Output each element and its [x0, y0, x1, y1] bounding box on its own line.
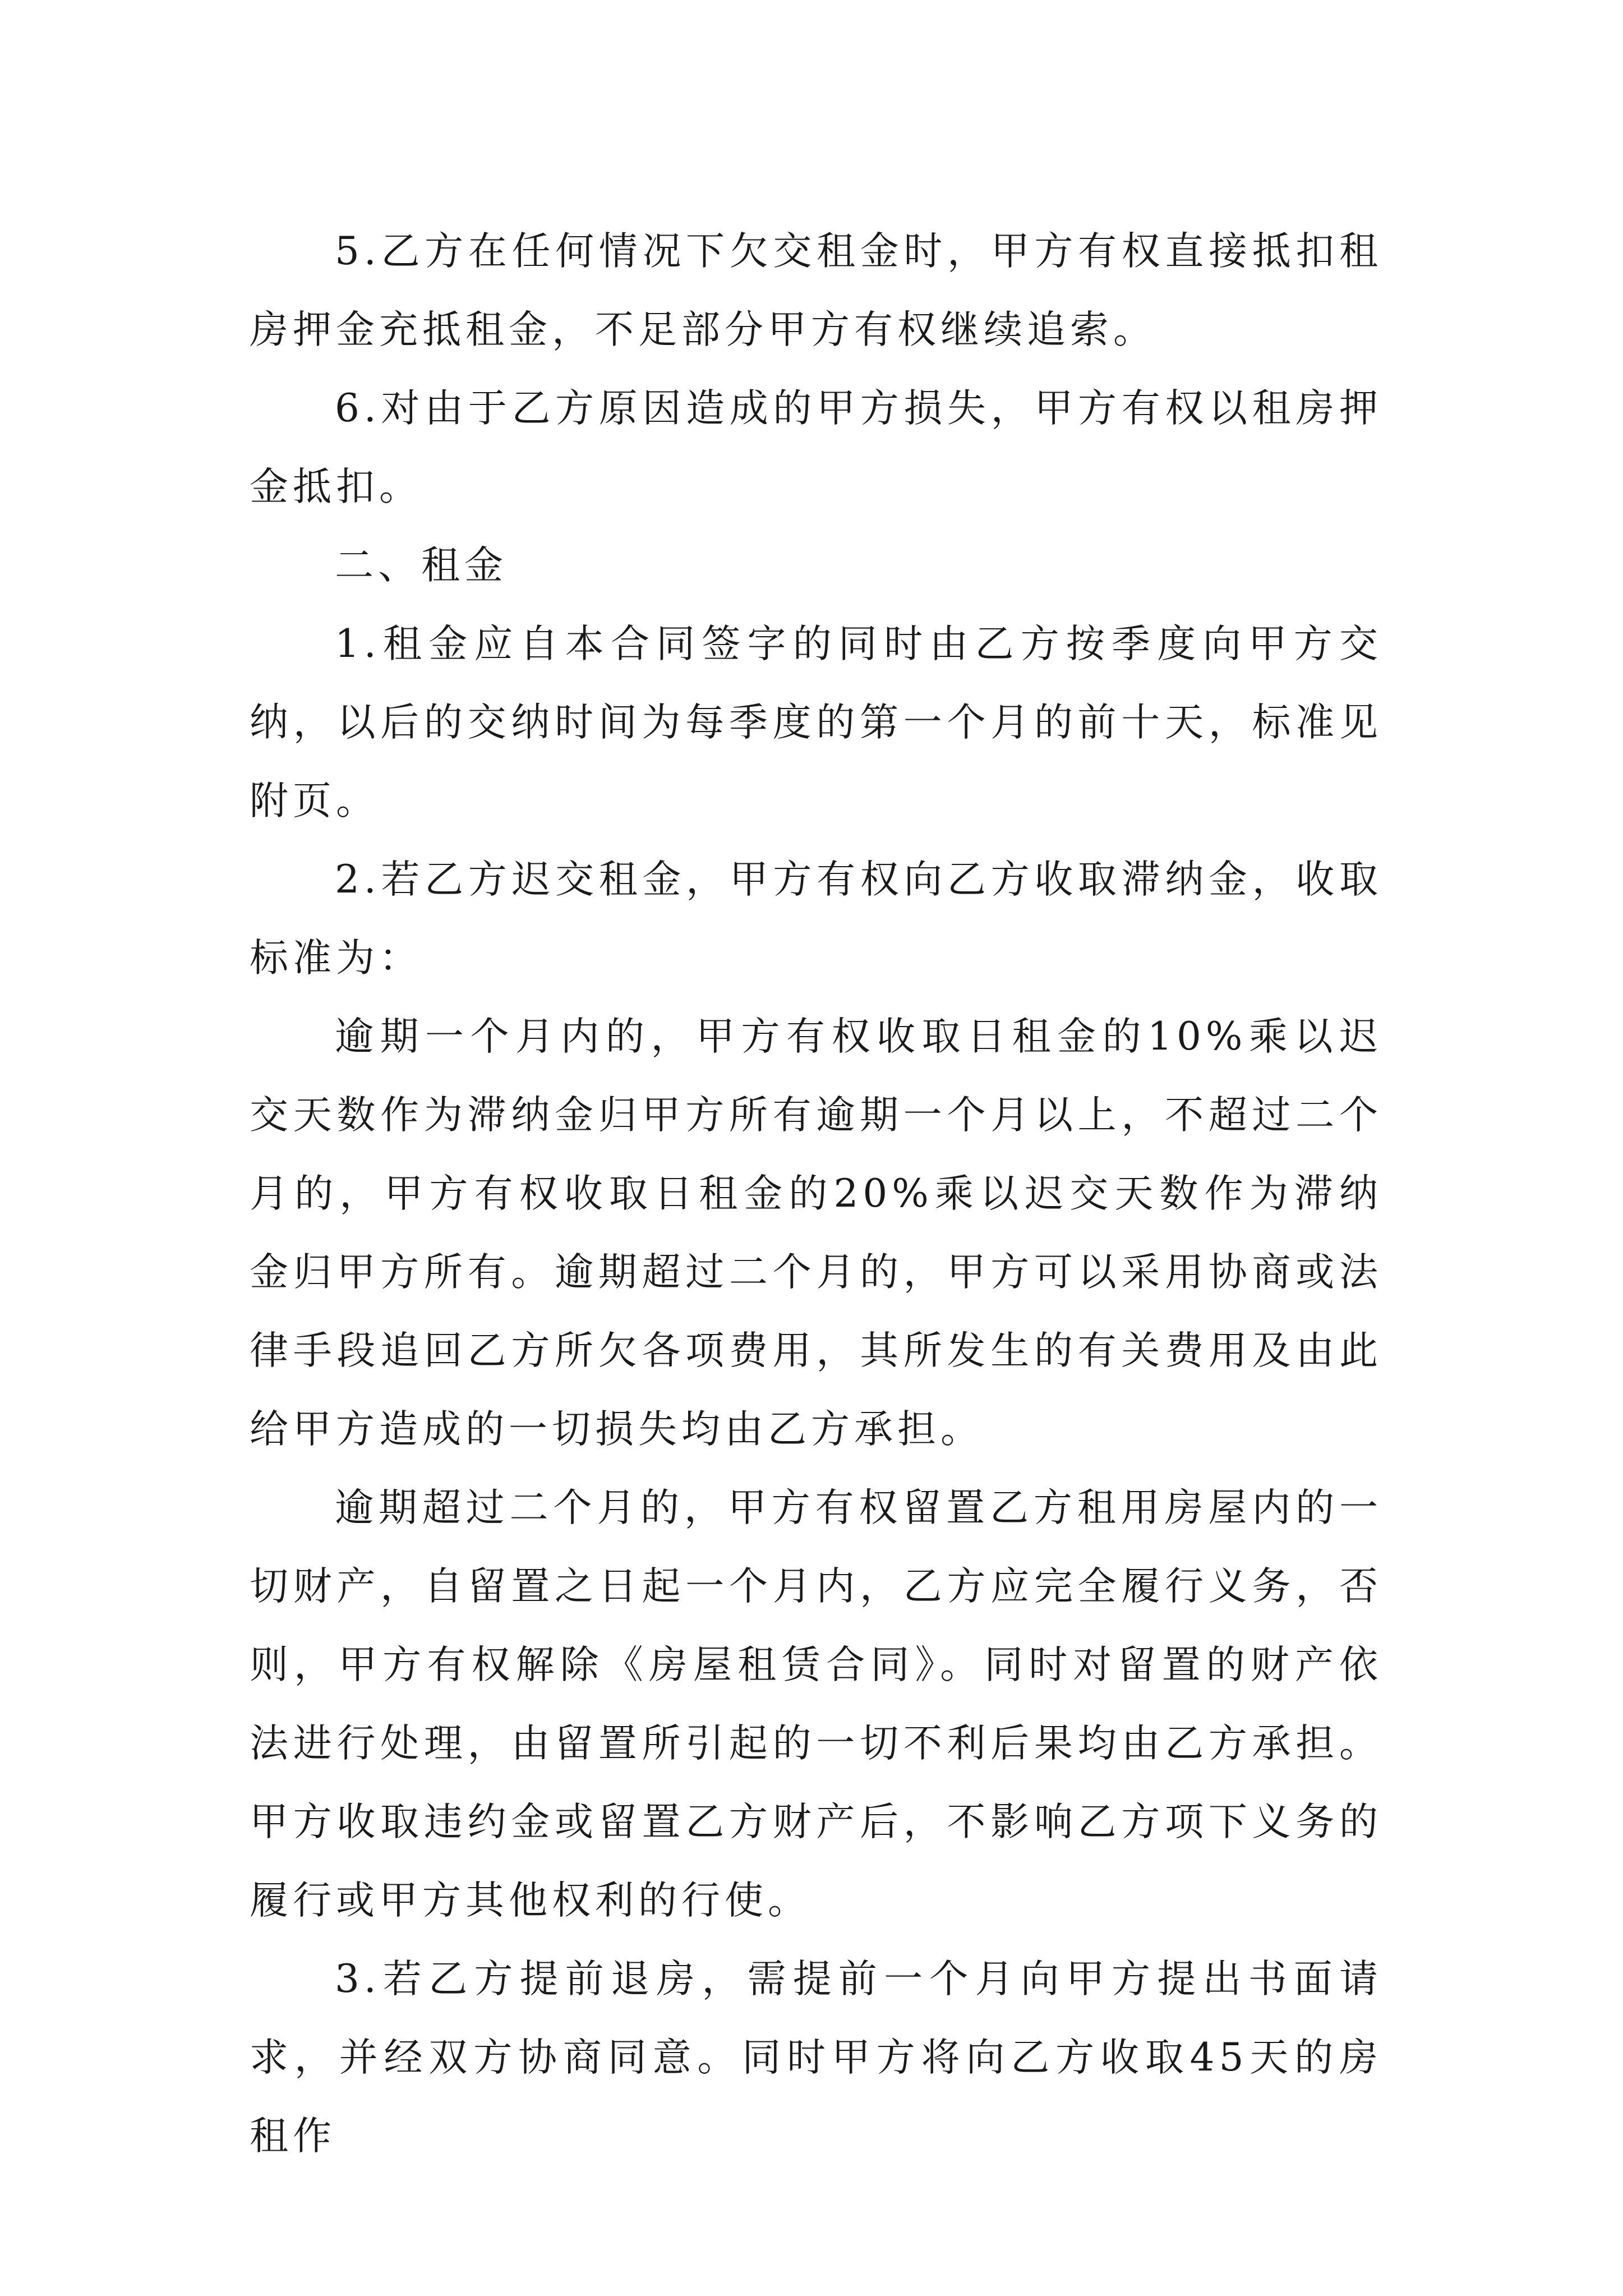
section-heading-rent: 二、租金 [335, 543, 508, 588]
paragraph-lien-terms: 逾期超过二个月的，甲方有权留置乙方租用房屋内的一切财产，自留置之日起一个月内，乙方应完全履行义务，否则，甲方有权解除《房屋租赁合同》。同时对留置的财产依法进行处理，由留置所引起的一切不利后果均由乙方承担。甲方收取违约金或留置乙方财产后，不影响乙方项下义务的履行或甲方其他权利的行使。 [250, 1485, 1382, 1923]
paragraph-clause-5: 5.乙方在任何情况下欠交租金时，甲方有权直接抵扣租房押金充抵租金，不足部分甲方有权继续追索。 [250, 229, 1382, 352]
paragraph-rent-clause-1: 1.租金应自本合同签字的同时由乙方按季度向甲方交纳，以后的交纳时间为每季度的第一个月的前十天，标准见附页。 [250, 622, 1382, 823]
paragraph-rent-clause-3: 3.若乙方提前退房，需提前一个月向甲方提出书面请求，并经双方协商同意。同时甲方将向乙方收取45天的房租作 [250, 1957, 1382, 2159]
paragraph-clause-6: 6.对由于乙方原因造成的甲方损失，甲方有权以租房押金抵扣。 [250, 386, 1382, 509]
paragraph-rent-clause-2: 2.若乙方迟交租金，甲方有权向乙方收取滞纳金，收取标准为： [250, 857, 1382, 981]
paragraph-late-fee-terms: 逾期一个月内的，甲方有权收取日租金的10%乘以迟交天数作为滞纳金归甲方所有逾期一个月以上，不超过二个月的，甲方有权收取日租金的20%乘以迟交天数作为滞纳金归甲方所有。逾期超过二个月的，甲方可以采用协商或法律手段追回乙方所欠各项费用，其所发生的有关费用及由此给甲方造成的一切损失均由乙方承担。 [250, 1014, 1382, 1452]
document-body [250, 212, 1382, 2175]
